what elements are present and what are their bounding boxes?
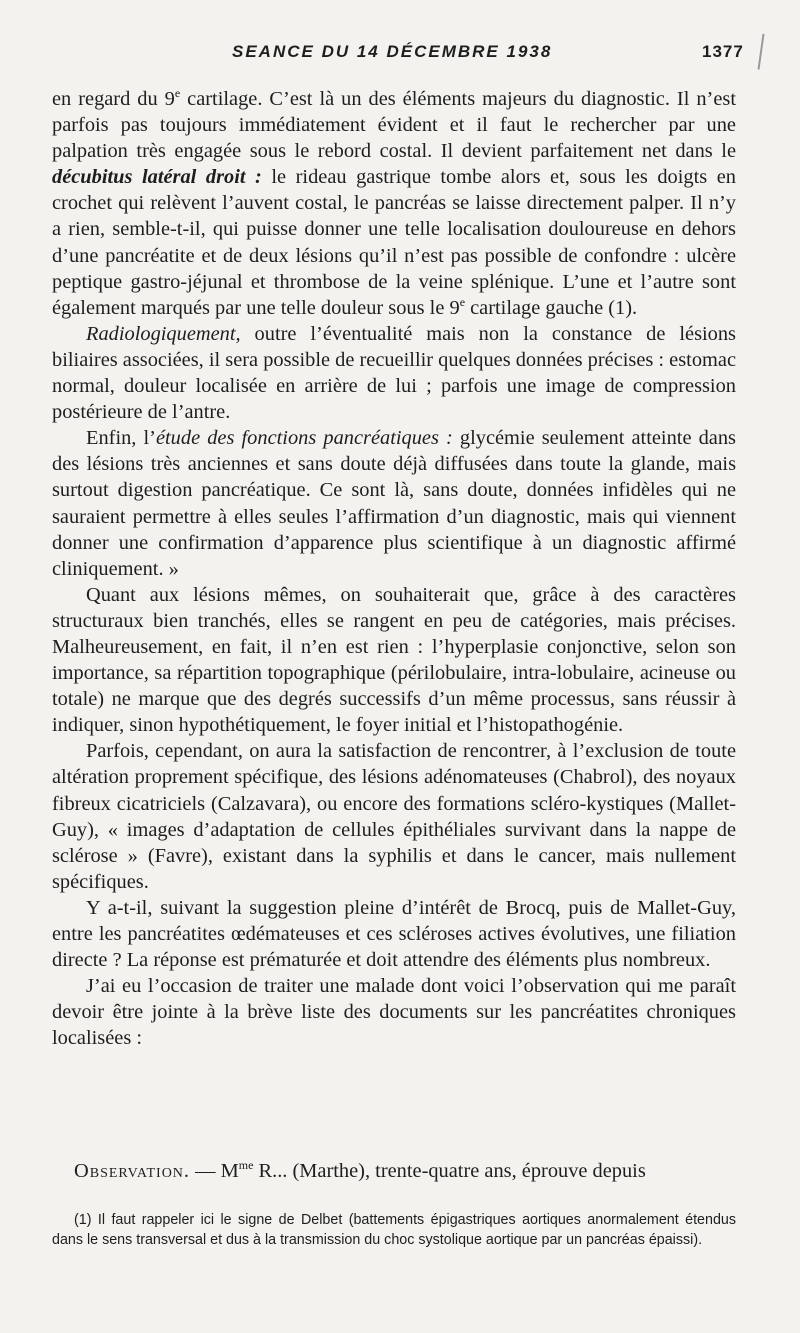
running-header-title: SEANCE DU 14 DÉCEMBRE 1938 xyxy=(232,42,553,61)
paragraph-4: Quant aux lésions mêmes, on souhaiterait que, grâce à des caractères structuraux bien tranchés, elles se rangent en peu de catégories, mais précises. Malheureusement, en fait, il n’en est rien : l’hyperplasie conjonctive, selon son importance, sa répartition topographique (périlobulaire, intra-lobulaire, acineuse ou totale) ne marque que des degrés successifs d’un même processus, sans réussir à indiquer, sinon hypothétiquement, le foyer initial et l’histopathogénie. xyxy=(52,583,736,737)
observation-dash: — M xyxy=(190,1160,239,1182)
p3-emphasis: étude des fonctions pancréatiques : xyxy=(155,427,453,450)
p1-superscript-2: e xyxy=(459,294,466,309)
paragraph-6: Y a-t-il, suivant la suggestion pleine d’intérêt de Brocq, puis de Mallet-Guy, entre les pancréatites œdémateuses et ces scléroses actives évolutives, une filiation directe ? La réponse est prématurée et doit attendre des éléments plus nombreux. xyxy=(52,896,736,972)
observation-label: Observation. xyxy=(74,1160,191,1182)
footnote: (1) Il faut rappeler ici le signe de Delbet (battements épigastriques aortiques anormalement étendus dans le sens transversal et dus à la transmission du choc systolique aortique par un pancréas épaissi). xyxy=(52,1212,736,1248)
p1-text-d: cartilage gauche (1). xyxy=(465,296,638,319)
paragraph-1 xyxy=(52,86,736,321)
main-text xyxy=(52,86,736,1051)
p1-text-a: en regard du 9 xyxy=(52,88,175,110)
observation-text: R... (Marthe), trente-quatre ans, éprouve depuis xyxy=(253,1160,646,1182)
p1-emphasis: décubitus latéral droit : xyxy=(52,166,262,189)
p3-text-a: Enfin, l’ xyxy=(86,427,156,450)
observation-superscript: me xyxy=(238,1158,254,1173)
observation-line xyxy=(52,1158,736,1184)
paragraph-2 xyxy=(52,321,736,425)
p1-text-c: le rideau gastrique tombe alors et, sous les doigts en crochet qui relèvent l’auvent costal, le pancréas se laisse directement palper. Il n’y a rien, semble-t-il, qui puisse donner une telle localisation douloureuse en dehors d’une pancréatite et de deux lésions qu’il n’est pas possible de confondre : ulcère peptique gastro-jéjunal et thrombose de la veine splénique. L’une et l’autre sont également marqués par une telle douleur sous le 9 xyxy=(52,166,736,319)
paragraph-7: J’ai eu l’occasion de traiter une malade dont voici l’observation qui me paraît devoir être jointe à la brève liste des documents sur les pancréatites chroniques localisées : xyxy=(52,975,736,1050)
page-edge-mark xyxy=(758,34,769,70)
p2-emphasis: Radiologiquement, xyxy=(86,322,241,345)
p3-text: glycémie seulement atteinte dans des lésions très anciennes et sans doute déjà diffusées dans toute la glande, mais surtout digestion pancréatique. Ce sont là, sans doute, données infidèles qui ne sauraient permettre à elles seules l’affirmation d’un diagnostic, mais qui viennent donner une confirmation d’apparence plus scientifique à un diagnostic affirmé cliniquement. » xyxy=(52,427,736,580)
page-number: 1377 xyxy=(702,42,744,61)
p2-text: outre l’éventualité mais non la constance de lésions biliaires associées, il sera possible de recueillir quelques données précises : estomac normal, douleur localisée en arrière de lui ; parfois une image de compression postérieure de l’antre. xyxy=(52,322,736,424)
paragraph-3 xyxy=(52,425,736,582)
p1-superscript-1: e xyxy=(174,86,181,101)
p1-text-b: cartilage. C’est là un des éléments majeurs du diagnostic. Il n’est parfois pas toujours immédiatement évident et il faut le rechercher par une palpation très engagée sous le rebord costal. Il devient parfaitement net dans le xyxy=(52,88,736,163)
paragraph-5: Parfois, cependant, on aura la satisfaction de rencontrer, à l’exclusion de toute altération proprement spécifique, des lésions adénomateuses (Chabrol), des noyaux fibreux cicatriciels (Calzavara), ou encore des formations scléro-kystiques (Mallet-Guy), « images d’adaptation de cellules épithéliales survivant dans la nappe de sclérose » (Favre), existant dans la syphilis et dans le cancer, mais nullement spécifiques. xyxy=(52,740,736,893)
